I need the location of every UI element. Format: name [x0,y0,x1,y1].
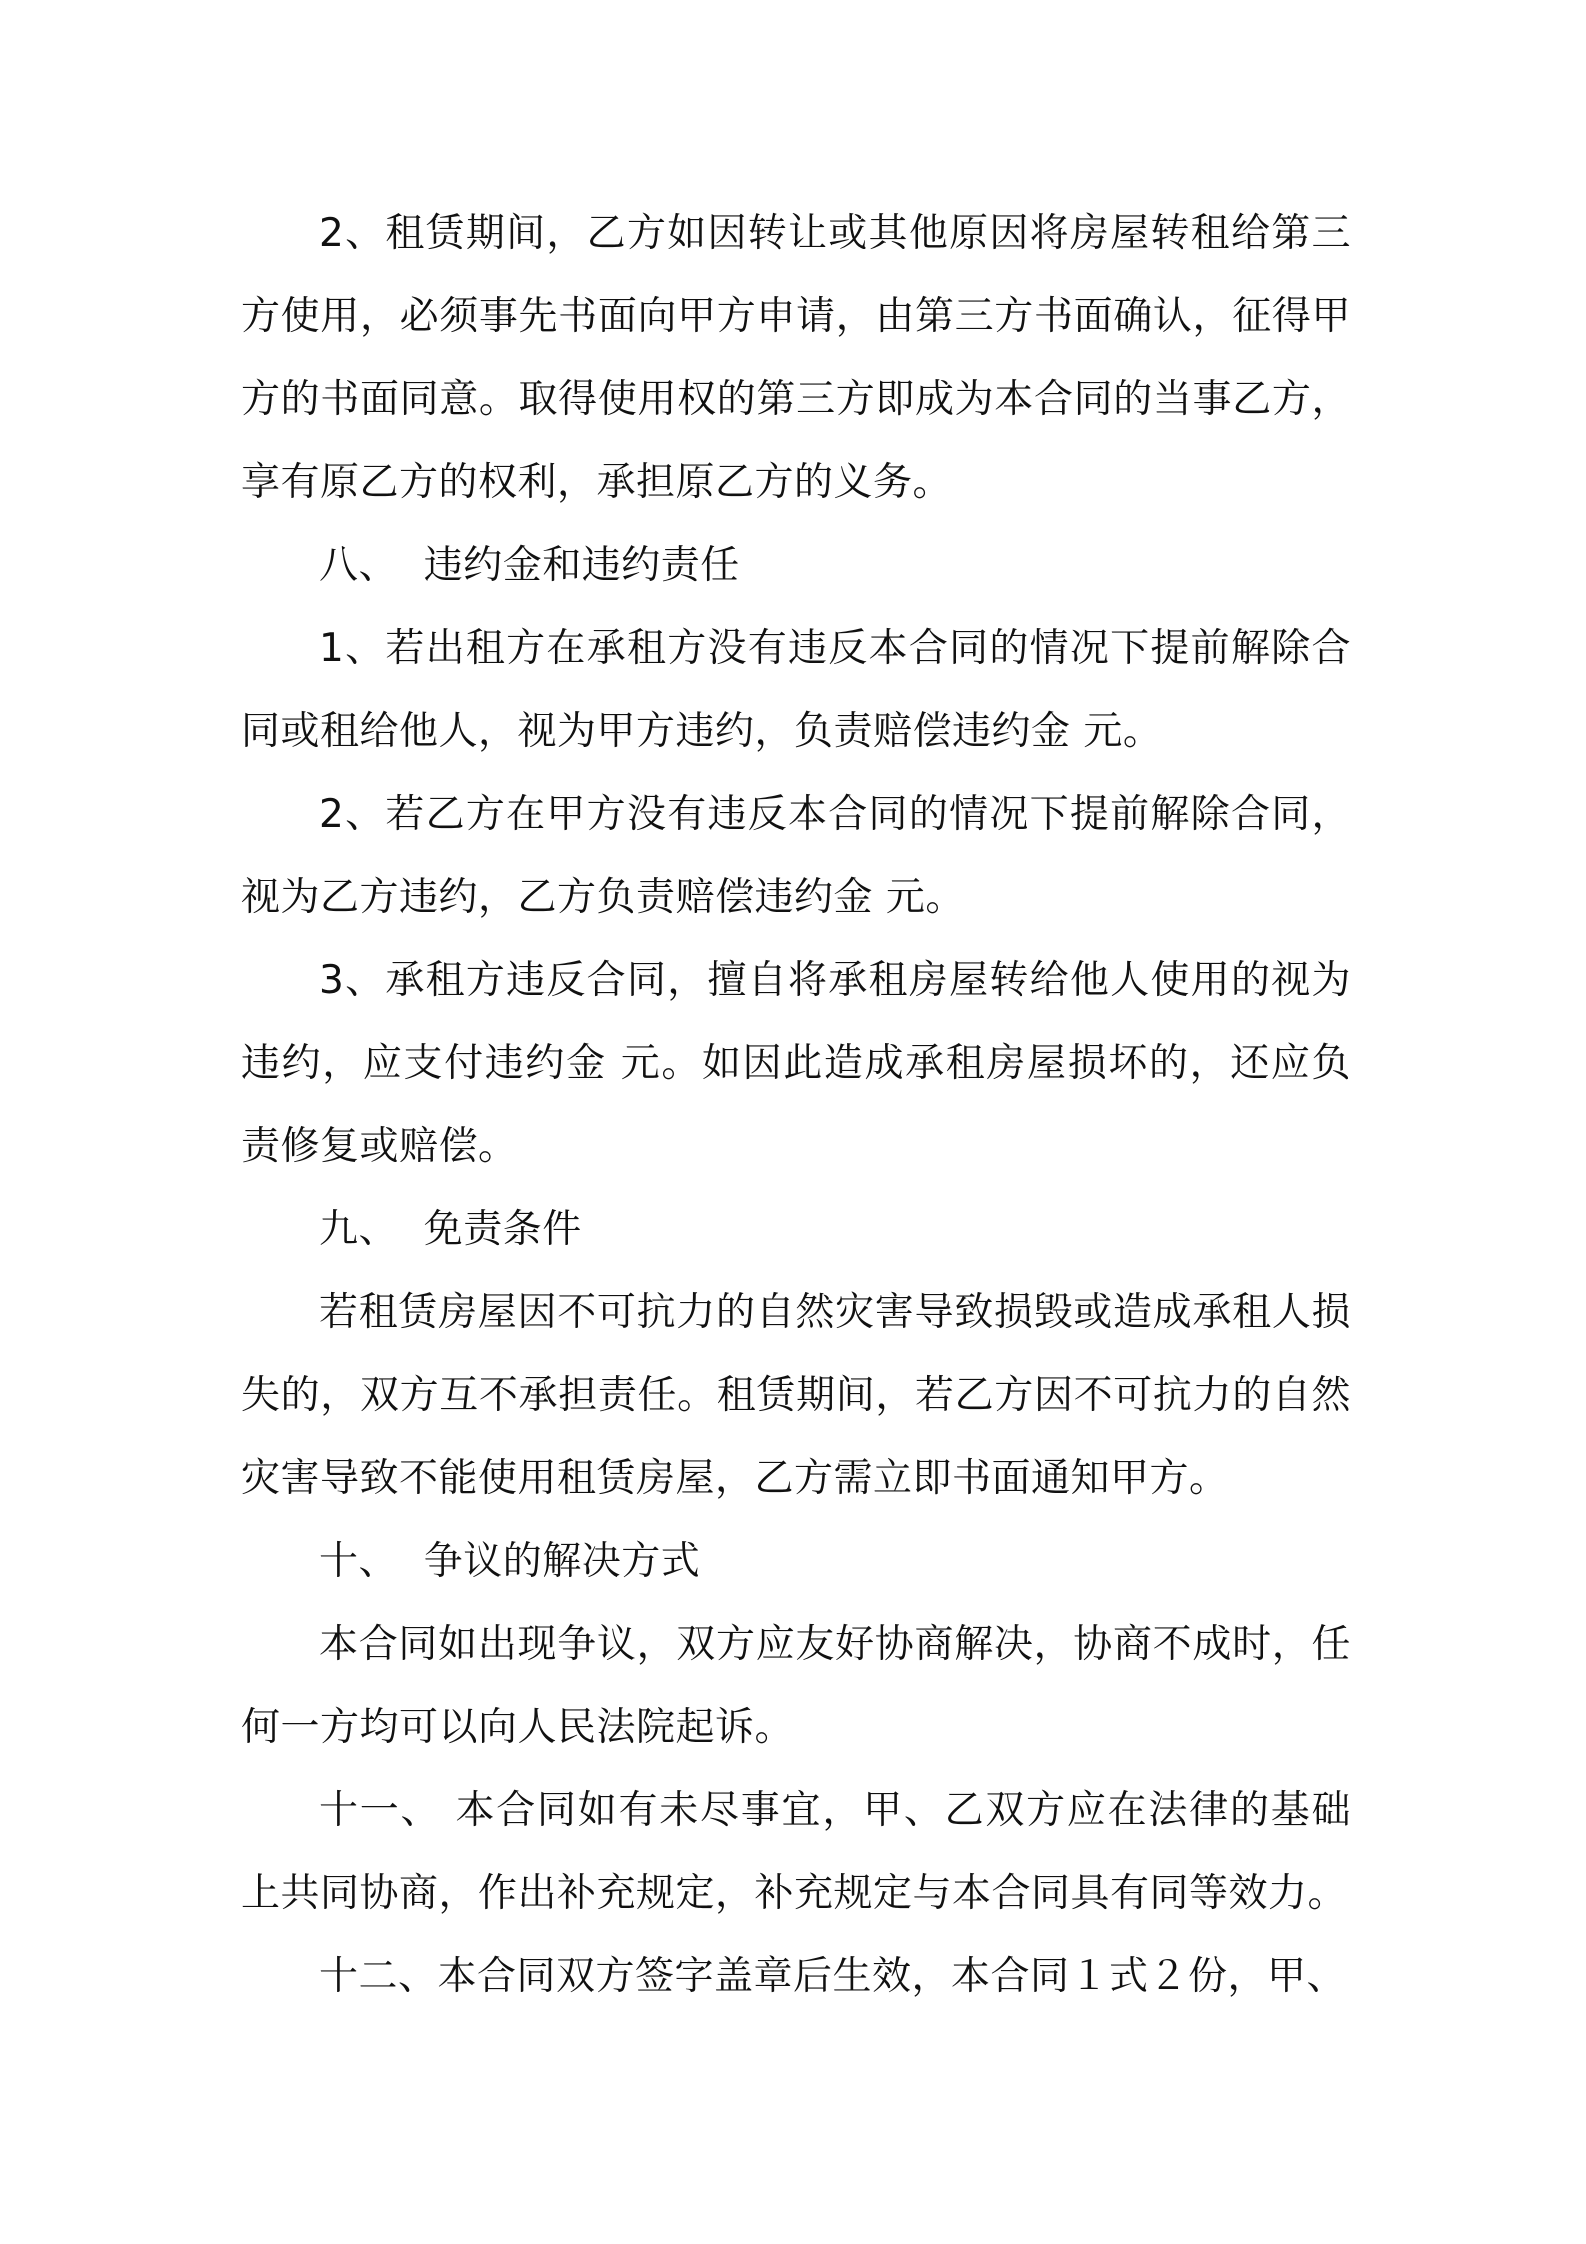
clause-11: 十一、 本合同如有未尽事宜，甲、乙双方应在法律的基础上共同协商，作出补充规定，补充规定与本合同具有同等效力。 [241,1788,1351,1916]
section-10-heading: 十、 争议的解决方式 [319,1539,701,1584]
clause-9-body: 若租赁房屋因不可抗力的自然灾害导致损毁或造成承租人损失的，双方互不承担责任。租赁期间，若乙方因不可抗力的自然灾害导致不能使用租赁房屋，乙方需立即书面通知甲方。 [241,1290,1351,1501]
clause-12: 十二、本合同双方签字盖章后生效，本合同１式２份，甲、 [319,1954,1347,1999]
clause-8-1: 1、若出租方在承租方没有违反本合同的情况下提前解除合同或租给他人，视为甲方违约，负责赔偿违约金 元。 [241,626,1351,754]
clause-8-2: 2、若乙方在甲方没有违反本合同的情况下提前解除合同，视为乙方违约，乙方负责赔偿违约金 元。 [241,792,1351,920]
clause-7-2: 2、租赁期间，乙方如因转让或其他原因将房屋转租给第三方使用，必须事先书面向甲方申请，由第三方书面确认，征得甲方的书面同意。取得使用权的第三方即成为本合同的当事乙方，享有原乙方的权利，承担原乙方的义务。 [241,211,1351,505]
document-body [241,192,1351,2018]
clause-8-3: 3、承租方违反合同，擅自将承租房屋转给他人使用的视为违约，应支付违约金 元。如因此造成承租房屋损坏的，还应负责修复或赔偿。 [241,958,1351,1169]
section-9-heading: 九、 免责条件 [319,1207,582,1252]
section-8-heading: 八、 违约金和违约责任 [319,543,740,588]
clause-10-body: 本合同如出现争议，双方应友好协商解决，协商不成时，任何一方均可以向人民法院起诉。 [241,1622,1351,1750]
